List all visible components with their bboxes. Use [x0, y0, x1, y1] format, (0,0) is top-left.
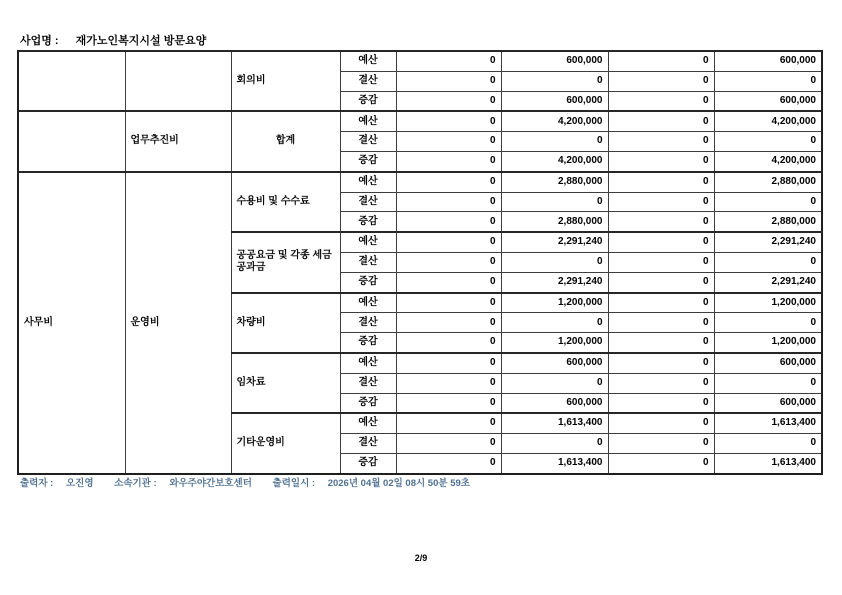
amount-cell: 0: [396, 293, 501, 313]
report-title-value: 재가노인복지시설 방문요양: [75, 35, 207, 47]
item-name-cell: 차량비: [231, 293, 340, 353]
amount-cell: 0: [608, 91, 714, 111]
printed-at-label: 출력일시 :: [272, 478, 316, 489]
amount-cell: 1,200,000: [501, 293, 608, 313]
amount-cell: 1,200,000: [501, 333, 608, 353]
row-type-label-cell: 결산: [340, 252, 396, 272]
amount-cell: 0: [396, 132, 501, 152]
amount-cell: 4,200,000: [501, 151, 608, 171]
printed-at-year: 2026: [327, 478, 349, 489]
amount-cell: 0: [396, 51, 501, 71]
amount-cell: 0: [396, 333, 501, 353]
amount-cell: 0: [501, 434, 608, 454]
amount-cell: 0: [396, 91, 501, 111]
row-type-label-cell: 예산: [340, 172, 396, 192]
amount-cell: 600,000: [501, 393, 608, 413]
budget-table: [17, 50, 823, 475]
amount-cell: 2,880,000: [714, 172, 822, 192]
table-row: [18, 51, 822, 71]
row-type-label-cell: 증감: [340, 393, 396, 413]
amount-cell: 0: [501, 313, 608, 333]
amount-cell: 0: [608, 313, 714, 333]
category-level2-cell: 운영비: [125, 172, 231, 474]
amount-cell: 1,613,400: [714, 453, 822, 473]
row-type-label-cell: 증감: [340, 272, 396, 292]
amount-cell: 0: [608, 252, 714, 272]
row-type-label-cell: 결산: [340, 132, 396, 152]
amount-cell: 0: [501, 192, 608, 212]
amount-cell: 0: [396, 393, 501, 413]
amount-cell: 0: [608, 353, 714, 373]
row-type-label-cell: 증감: [340, 333, 396, 353]
row-type-label-cell: 증감: [340, 151, 396, 171]
category-level1-cell: [18, 111, 125, 171]
amount-cell: 0: [396, 272, 501, 292]
item-name-cell: 기타운영비: [231, 413, 340, 473]
amount-cell: 0: [396, 212, 501, 232]
row-type-label-cell: 결산: [340, 192, 396, 212]
amount-cell: 0: [608, 393, 714, 413]
amount-cell: 0: [501, 252, 608, 272]
amount-cell: 0: [608, 172, 714, 192]
row-type-label-cell: 증감: [340, 212, 396, 232]
category-level1-cell: 사무비: [18, 172, 125, 474]
amount-cell: 0: [608, 132, 714, 152]
amount-cell: 0: [608, 413, 714, 433]
amount-cell: 0: [501, 373, 608, 393]
amount-cell: 1,613,400: [714, 413, 822, 433]
amount-cell: 0: [608, 51, 714, 71]
amount-cell: 600,000: [501, 91, 608, 111]
category-level2-cell: 업무추진비: [125, 111, 231, 171]
row-type-label-cell: 예산: [340, 353, 396, 373]
row-type-label-cell: 증감: [340, 91, 396, 111]
amount-cell: 0: [608, 192, 714, 212]
amount-cell: 0: [396, 151, 501, 171]
amount-cell: 0: [501, 132, 608, 152]
table-row: [18, 172, 822, 192]
amount-cell: 0: [608, 111, 714, 131]
amount-cell: 0: [608, 333, 714, 353]
printed-by-value: 오진영: [65, 478, 94, 489]
amount-cell: 600,000: [714, 353, 822, 373]
amount-cell: 0: [396, 453, 501, 473]
budget-table-body: [18, 51, 822, 474]
amount-cell: 0: [396, 434, 501, 454]
row-type-label-cell: 결산: [340, 313, 396, 333]
item-name-cell: 임차료: [231, 353, 340, 413]
category-level1-cell: [18, 51, 125, 111]
amount-cell: 0: [396, 353, 501, 373]
amount-cell: 0: [714, 192, 822, 212]
amount-cell: 0: [608, 71, 714, 91]
row-type-label-cell: 예산: [340, 413, 396, 433]
item-name-cell: 합계: [231, 111, 340, 171]
amount-cell: 2,291,240: [714, 232, 822, 252]
row-type-label-cell: 결산: [340, 71, 396, 91]
amount-cell: 0: [714, 434, 822, 454]
amount-cell: 2,291,240: [714, 272, 822, 292]
amount-cell: 0: [714, 313, 822, 333]
amount-cell: 0: [608, 212, 714, 232]
amount-cell: 1,613,400: [501, 453, 608, 473]
amount-cell: 600,000: [501, 353, 608, 373]
amount-cell: 0: [396, 111, 501, 131]
amount-cell: 4,200,000: [501, 111, 608, 131]
print-info-footer: [20, 475, 470, 489]
amount-cell: 2,291,240: [501, 232, 608, 252]
row-type-label-cell: 결산: [340, 434, 396, 454]
amount-cell: 0: [608, 151, 714, 171]
printed-by-label: 출력자 :: [20, 478, 54, 489]
amount-cell: 2,291,240: [501, 272, 608, 292]
amount-cell: 0: [396, 172, 501, 192]
row-type-label-cell: 결산: [340, 373, 396, 393]
amount-cell: 0: [396, 313, 501, 333]
page-number: 2/9: [414, 553, 428, 563]
amount-cell: 2,880,000: [714, 212, 822, 232]
amount-cell: 0: [608, 272, 714, 292]
amount-cell: 4,200,000: [714, 151, 822, 171]
amount-cell: 0: [396, 71, 501, 91]
printed-at-rest: 년 04월 02일 08시 50분 59초: [348, 478, 470, 489]
amount-cell: 0: [714, 252, 822, 272]
amount-cell: 0: [396, 252, 501, 272]
amount-cell: 2,880,000: [501, 212, 608, 232]
printed-at-value: [328, 478, 470, 489]
amount-cell: 0: [608, 434, 714, 454]
amount-cell: 0: [714, 132, 822, 152]
amount-cell: 2,880,000: [501, 172, 608, 192]
amount-cell: 600,000: [501, 51, 608, 71]
amount-cell: 600,000: [714, 91, 822, 111]
report-title: [20, 32, 206, 48]
amount-cell: 0: [714, 71, 822, 91]
amount-cell: 600,000: [714, 393, 822, 413]
row-type-label-cell: 예산: [340, 111, 396, 131]
row-type-label-cell: 예산: [340, 51, 396, 71]
report-title-label: 사업명 :: [20, 35, 59, 47]
amount-cell: 600,000: [714, 51, 822, 71]
amount-cell: 1,200,000: [714, 293, 822, 313]
table-row: [18, 111, 822, 131]
amount-cell: 4,200,000: [714, 111, 822, 131]
item-name-cell: 공공요금 및 각종 세금 공과금: [231, 232, 340, 292]
amount-cell: 0: [714, 373, 822, 393]
amount-cell: 0: [396, 413, 501, 433]
organization-value: 와우주야간보호센터: [169, 478, 252, 489]
amount-cell: 1,200,000: [714, 333, 822, 353]
amount-cell: 0: [396, 232, 501, 252]
row-type-label-cell: 예산: [340, 293, 396, 313]
amount-cell: 0: [608, 232, 714, 252]
row-type-label-cell: 예산: [340, 232, 396, 252]
amount-cell: 0: [501, 71, 608, 91]
amount-cell: 0: [396, 192, 501, 212]
category-level2-cell: [125, 51, 231, 111]
amount-cell: 1,613,400: [501, 413, 608, 433]
item-name-cell: 수용비 및 수수료: [231, 172, 340, 232]
organization-label: 소속기관 :: [114, 478, 157, 489]
amount-cell: 0: [608, 453, 714, 473]
amount-cell: 0: [608, 373, 714, 393]
row-type-label-cell: 증감: [340, 453, 396, 473]
item-name-cell: 회의비: [231, 51, 340, 111]
amount-cell: 0: [396, 373, 501, 393]
amount-cell: 0: [608, 293, 714, 313]
